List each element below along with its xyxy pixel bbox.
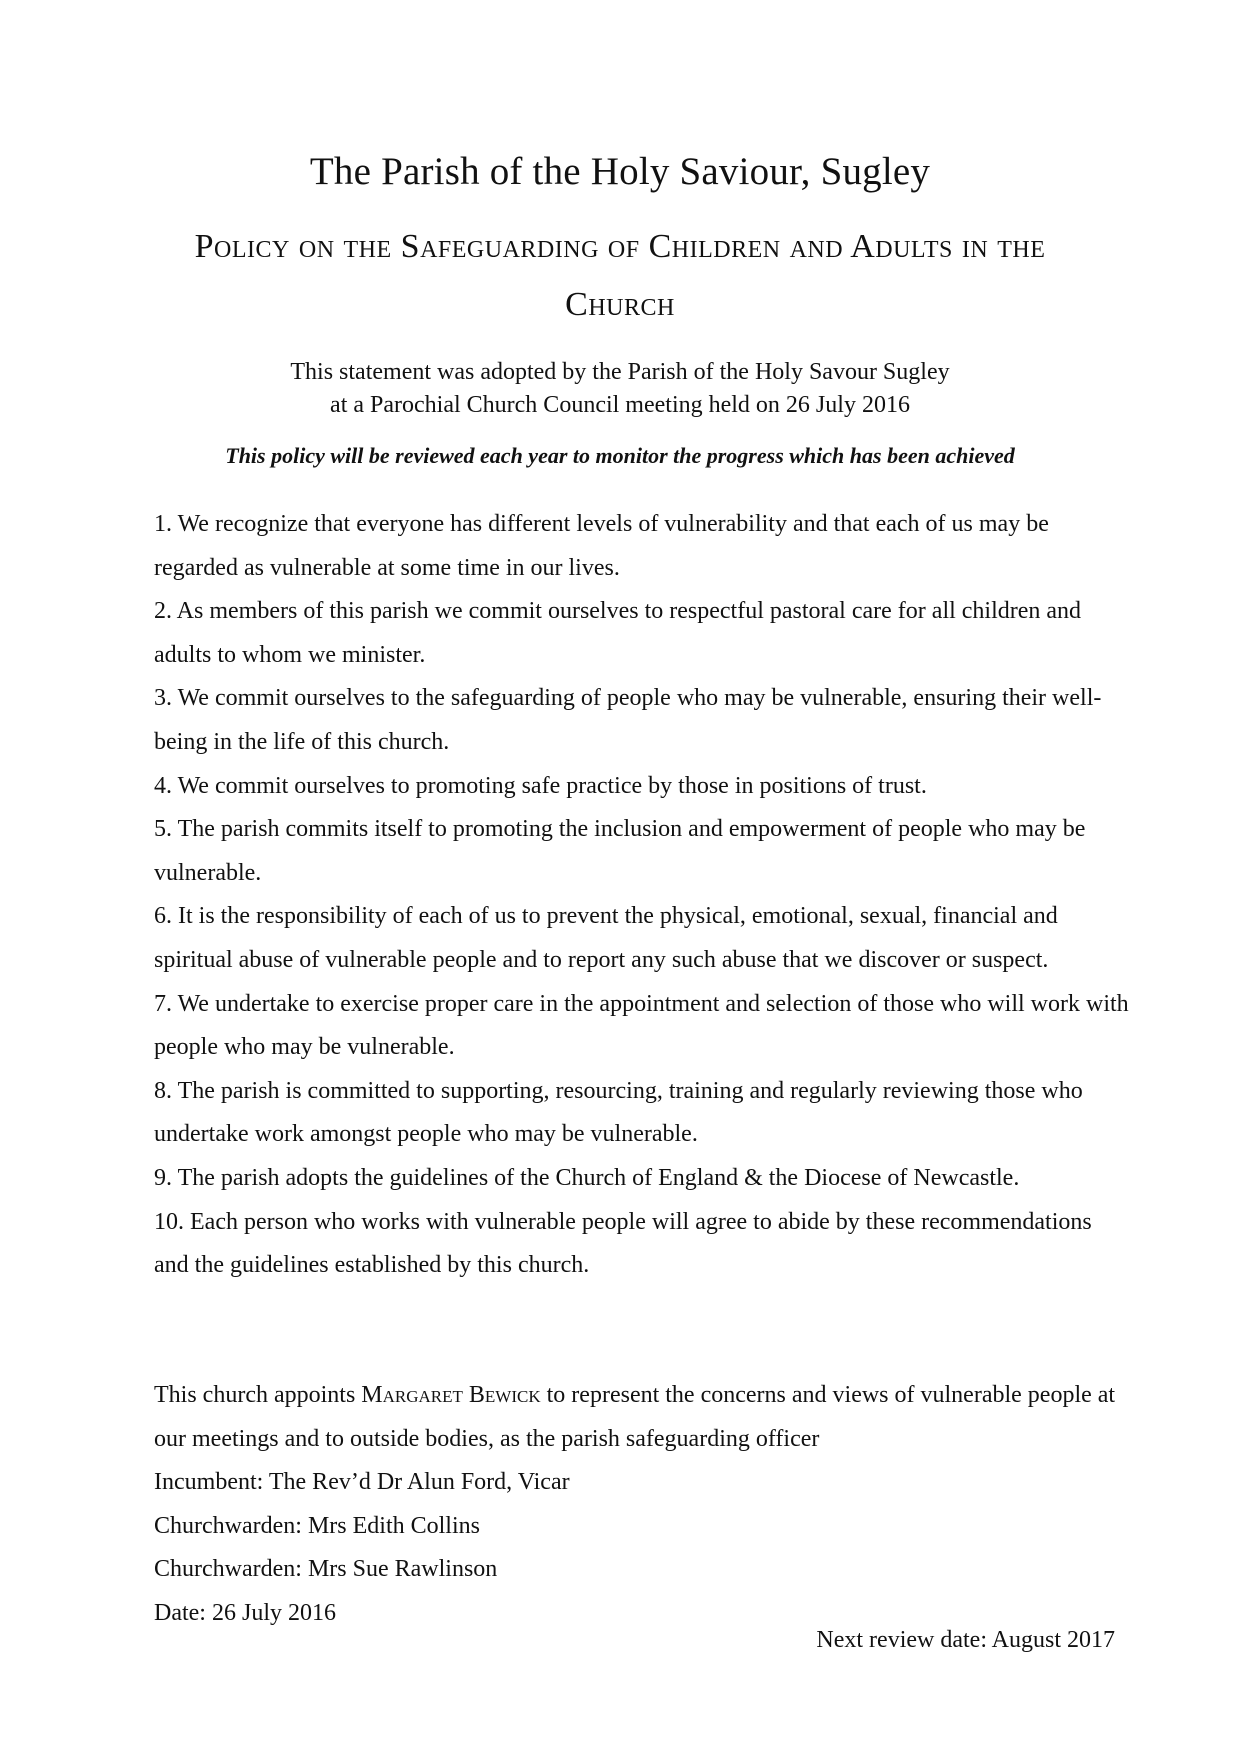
churchwarden-line-1: Churchwarden: Mrs Edith Collins xyxy=(154,1512,480,1539)
policy-point-1: 1. We recognize that everyone has different levels of vulnerability and that each of us may be regarded as vulnerable at some time in our lives. xyxy=(154,511,1049,581)
adoption-statement xyxy=(0,356,1240,422)
policy-point-10: 10. Each person who works with vulnerable people will agree to abide by these recommendations and the guidelines established by this church. xyxy=(154,1208,1092,1279)
officer-statement-suffix: to represent the concerns and views of vulnerable people at our meetings and to outside bodies, as the parish safeguarding officer xyxy=(154,1382,1116,1452)
policy-point-4: 4. We commit ourselves to promoting safe practice by those in positions of trust. xyxy=(154,772,927,799)
review-note: This policy will be reviewed each year to monitor the progress which has been achieved xyxy=(225,443,1015,468)
policy-point-6: 6. It is the responsibility of each of us to prevent the physical, emotional, sexual, financial and spiritual abuse of vulnerable people and to report any such abuse that we discover or suspect. xyxy=(154,903,1058,973)
policy-point-3: 3. We commit ourselves to the safeguarding of people who may be vulnerable, ensuring their well-being in the life of this church. xyxy=(154,685,1102,755)
signatories-block xyxy=(154,1374,1129,1636)
document-subtitle: Policy on the Safeguarding of Children and Adults in the Church xyxy=(194,228,1046,323)
policy-point-7: 7. We undertake to exercise proper care in the appointment and selection of those who will work with people who may be vulnerable. xyxy=(154,990,1129,1061)
incumbent-line: Incumbent: The Rev’d Dr Alun Ford, Vicar xyxy=(154,1469,570,1496)
adoption-line-1: This statement was adopted by the Parish of the Holy Savour Sugley xyxy=(290,359,950,385)
policy-point-5: 5. The parish commits itself to promoting the inclusion and empowerment of people who may be vulnerable. xyxy=(154,816,1086,886)
churchwarden-line-2: Churchwarden: Mrs Sue Rawlinson xyxy=(154,1556,498,1583)
document-title: The Parish of the Holy Saviour, Sugley xyxy=(309,150,931,193)
policy-points-list xyxy=(154,503,1129,1288)
next-review-date: Next review date: August 2017 xyxy=(816,1627,1115,1653)
policy-point-2: 2. As members of this parish we commit ourselves to respectful pastoral care for all children and adults to whom we minister. xyxy=(154,598,1082,668)
date-line: Date: 26 July 2016 xyxy=(154,1599,336,1626)
policy-point-8: 8. The parish is committed to supporting, resourcing, training and regularly reviewing those who undertake work amongst people who may be vulnerable. xyxy=(154,1077,1083,1148)
adoption-line-2: at a Parochial Church Council meeting held on 26 July 2016 xyxy=(330,392,910,418)
officer-statement-prefix: This church appoints xyxy=(154,1382,362,1408)
safeguarding-officer-name: Margaret Bewick xyxy=(361,1382,541,1408)
policy-point-9: 9. The parish adopts the guidelines of the Church of England & the Diocese of Newcastle. xyxy=(154,1164,1020,1191)
officer-statement xyxy=(154,1374,1129,1461)
